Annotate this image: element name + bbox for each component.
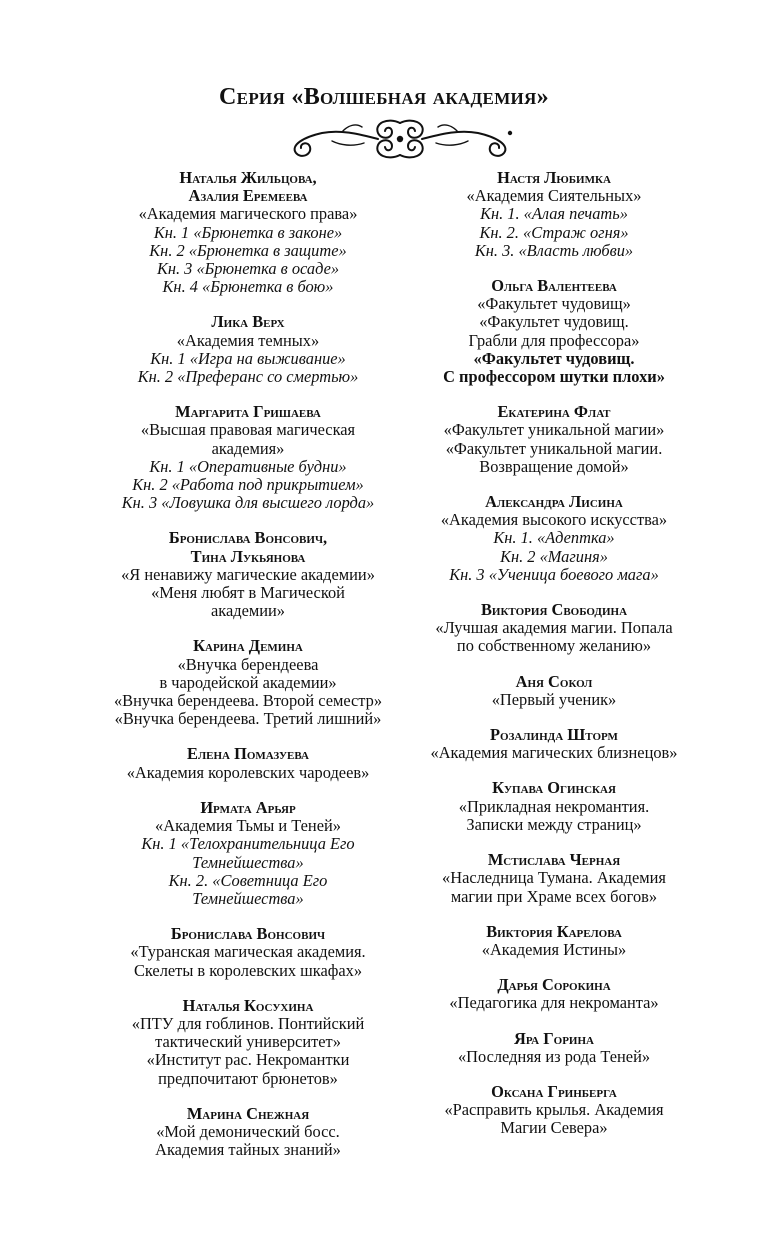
author-name: Лика Верх — [211, 312, 285, 332]
author-entry — [384, 493, 724, 584]
author-entry — [78, 313, 418, 386]
author-name: Маргарита Гришаева — [175, 402, 321, 422]
author-name: Екатерина Флат — [497, 402, 611, 422]
book-title: Скелеты в королевских шкафах» — [133, 960, 363, 980]
author-entry — [78, 1105, 418, 1160]
book-title: Возвращение домой» — [479, 456, 629, 476]
book-title: «Факультет уникальной магии» — [443, 420, 665, 440]
book-title: Кн. 1. «Адептка» — [493, 528, 615, 548]
book-title: «Расправить крылья. Академия — [444, 1100, 664, 1120]
book-title: Кн. 1 «Брюнетка в законе» — [153, 222, 343, 242]
author-entry — [384, 1030, 724, 1066]
author-entry — [384, 403, 724, 476]
author-name: Александра Лисина — [485, 492, 623, 512]
author-name: Купава Огинская — [492, 778, 616, 798]
book-title: Кн. 2. «Советница Его — [168, 870, 328, 890]
book-title: Грабли для профессора» — [468, 330, 640, 350]
book-title: «Внучка берендеева. Второй семестр» — [113, 691, 383, 711]
ornament-divider-icon — [282, 115, 518, 163]
author-entry — [384, 923, 724, 959]
author-name: Бронислава Вонсович, — [168, 528, 328, 548]
book-title: по собственному желанию» — [456, 636, 652, 656]
author-name: Розалинда Шторм — [490, 725, 618, 745]
author-name: Бронислава Вонсович — [170, 924, 326, 944]
author-entry — [384, 277, 724, 386]
author-entry — [78, 799, 418, 908]
book-title: «Факультет чудовищ. — [473, 348, 635, 368]
book-title: Темнейшества» — [192, 852, 304, 872]
author-entry — [384, 169, 724, 260]
book-title: Кн. 2 «Брюнетка в защите» — [149, 240, 347, 260]
author-entry — [384, 726, 724, 762]
author-entry — [78, 529, 418, 620]
author-name: Карина Демина — [193, 636, 303, 656]
book-title: предпочитают брюнетов» — [158, 1068, 338, 1088]
book-title: «Академия магических близнецов» — [430, 743, 678, 763]
book-title: «Академия темных» — [176, 330, 320, 350]
book-title: Кн. 2 «Магиня» — [500, 546, 608, 566]
author-name: Мстислава Черная — [487, 850, 621, 870]
book-title: «Внучка берендеева. Третий лишний» — [114, 709, 382, 729]
author-name: Виктория Свободина — [480, 600, 628, 620]
book-title: «Последняя из рода Теней» — [457, 1046, 651, 1066]
series-title: Серия «Волшебная академия» — [219, 84, 549, 110]
book-title: «Туранская магическая академия. — [130, 942, 366, 962]
author-name: Ирмата Арьяр — [200, 797, 296, 817]
book-title: Академия тайных знаний» — [155, 1140, 341, 1160]
book-title: Кн. 2. «Страж огня» — [479, 222, 629, 242]
left-column — [78, 169, 418, 1176]
author-entry — [384, 976, 724, 1012]
book-title: тактический университет» — [155, 1032, 341, 1052]
book-title: Магии Севера» — [500, 1118, 608, 1138]
book-title: Кн. 3 «Ученица боевого мага» — [449, 564, 659, 584]
book-title: «Прикладная некромантия. — [458, 796, 650, 816]
author-entry — [384, 601, 724, 656]
author-entry — [384, 851, 724, 906]
author-entry — [78, 169, 418, 296]
book-title: «Академия Истины» — [481, 939, 627, 959]
book-title: «Академия Тьмы и Теней» — [155, 816, 341, 836]
author-entry — [78, 925, 418, 980]
author-entry — [78, 997, 418, 1088]
book-title: Кн. 1. «Алая печать» — [480, 204, 628, 224]
author-name: Дарья Сорокина — [497, 975, 611, 995]
author-name: Марина Снежная — [186, 1103, 310, 1123]
book-title: Кн. 3 «Брюнетка в осаде» — [156, 259, 340, 279]
author-name: Оксана Гринберга — [491, 1081, 617, 1101]
book-title: «Высшая правовая магическая — [140, 420, 356, 440]
book-title: «Лучшая академия магии. Попала — [435, 618, 673, 638]
book-title: «Академия королевских чародеев» — [126, 762, 370, 782]
book-title: «Институт рас. Некромантки — [146, 1050, 350, 1070]
author-name: Азалия Еремеева — [188, 186, 308, 206]
book-title: Кн. 1 «Телохранительница Его — [141, 834, 355, 854]
book-title: «Академия магического права» — [138, 204, 358, 224]
book-title: Кн. 1 «Игра на выживание» — [150, 348, 346, 368]
book-title: «Я ненавижу магические академии» — [121, 564, 375, 584]
book-title: Кн. 1 «Оперативные будни» — [149, 456, 347, 476]
book-title: магии при Храме всех богов» — [450, 886, 658, 906]
book-title: «Академия Сиятельных» — [466, 186, 642, 206]
book-title: Кн. 3 «Ловушка для высшего лорда» — [121, 493, 375, 513]
author-entry — [384, 673, 724, 709]
author-name: Яра Горина — [514, 1028, 594, 1048]
author-name: Ольга Валентеева — [491, 276, 617, 296]
author-name: Наталья Жильцова, — [179, 168, 317, 187]
book-title: «Внучка берендеева — [177, 654, 319, 674]
author-entry — [384, 1083, 724, 1138]
book-title: «Факультет чудовищ» — [477, 294, 631, 314]
book-title: «Академия высокого искусства» — [440, 510, 668, 530]
author-entry — [384, 779, 724, 834]
author-name: Настя Любимка — [497, 168, 611, 187]
book-title: в чародейской академии» — [159, 672, 337, 692]
book-title: Темнейшества» — [192, 888, 304, 908]
book-title: «Первый ученик» — [491, 689, 617, 709]
book-title: «Наследница Тумана. Академия — [442, 868, 666, 888]
book-title: Кн. 2 «Работа под прикрытием» — [132, 475, 364, 495]
book-title: «Педагогика для некроманта» — [449, 993, 659, 1013]
author-name: Аня Сокол — [515, 671, 593, 691]
author-name: Виктория Карелова — [486, 921, 622, 941]
right-column — [384, 169, 724, 1155]
book-title: «Факультет чудовищ. — [479, 312, 629, 332]
author-entry — [78, 637, 418, 728]
book-title: «Меня любят в Магической — [151, 583, 345, 603]
book-title: Записки между страниц» — [466, 814, 642, 834]
book-title: Кн. 2 «Преферанс со смертью» — [137, 367, 359, 387]
author-name: Елена Помазуева — [187, 744, 309, 764]
book-title: Кн. 4 «Брюнетка в бою» — [162, 277, 334, 297]
book-title: С профессором шутки плохи» — [443, 367, 665, 387]
book-title: «ПТУ для гоблинов. Понтийский — [131, 1013, 365, 1033]
author-entry — [78, 745, 418, 781]
author-name: Тина Лукьянова — [190, 546, 306, 566]
book-title: академия» — [211, 438, 285, 458]
author-name: Наталья Косухина — [182, 995, 314, 1015]
book-title: «Факультет уникальной магии. — [445, 438, 663, 458]
author-entry — [78, 403, 418, 512]
book-title: Кн. 3. «Власть любви» — [474, 240, 634, 260]
book-title: академии» — [211, 601, 285, 621]
book-title: «Мой демонический босс. — [156, 1121, 340, 1141]
